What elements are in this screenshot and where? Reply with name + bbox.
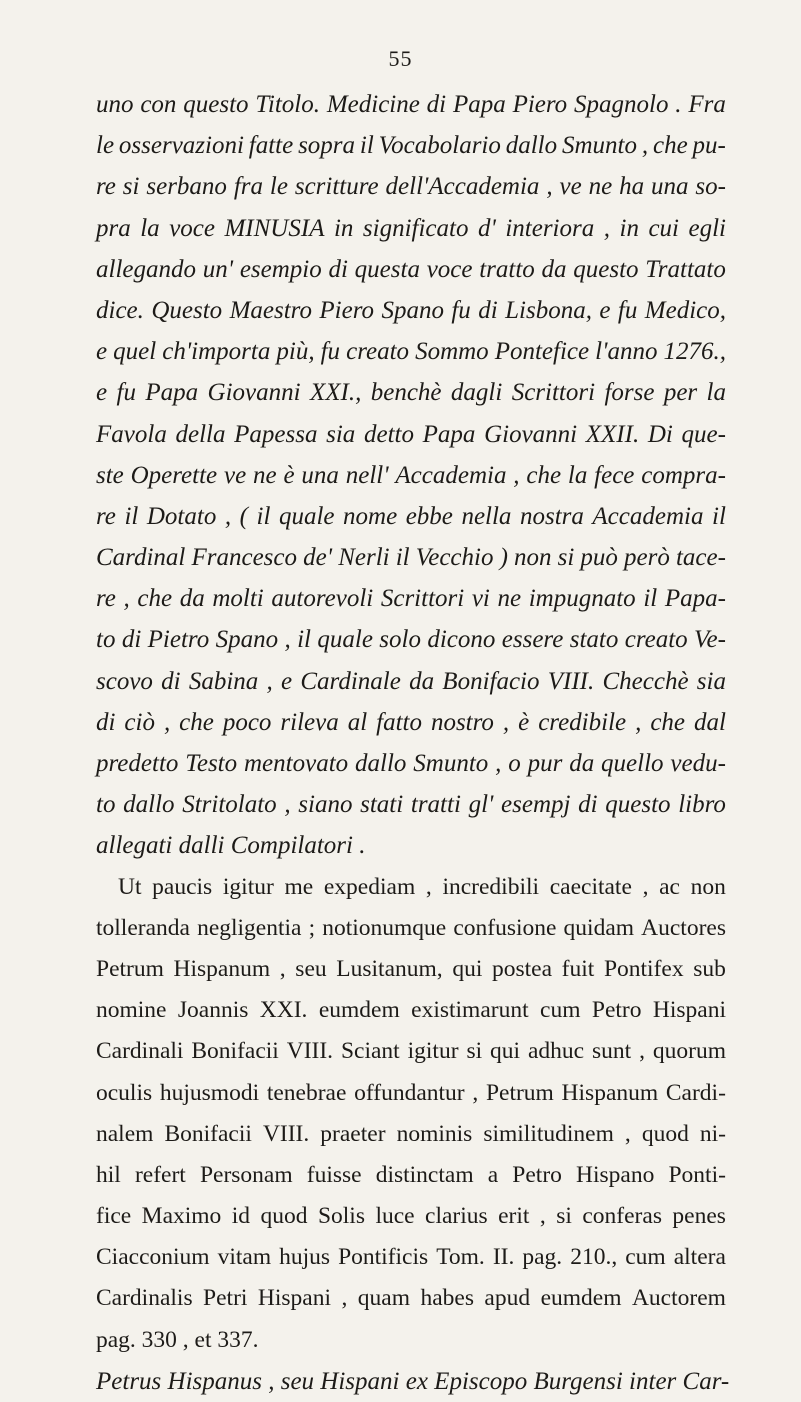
text-line: to dallo Stritolato , siano stati tratti gl' esempj di questo libro	[96, 791, 726, 819]
text-line: di ciò , che poco rileva al fatto nostro , è credibile , che dal	[96, 708, 726, 736]
text-line: uno con questo Titolo. Medicine di Papa Piero Spagnolo . Fra	[96, 91, 726, 118]
text-line: re si serbano fra le scritture dell'Accademia , ve ne ha una so-	[96, 173, 726, 201]
text-line: fice Maximo id quod Solis luce clarius erit , si conferas penes	[96, 1203, 726, 1230]
text-line: allegati dalli Compilatori .	[96, 832, 366, 860]
text-line: dice. Questo Maestro Piero Spano fu di Lisbona, e fu Medico,	[96, 296, 726, 324]
text-line: ste Operette ve ne è una nell' Accademia , che la fece compra-	[96, 461, 726, 489]
text-line: re il Dotato , ( il quale nome ebbe nella nostra Accademia il	[96, 502, 726, 530]
page-number: 55	[388, 46, 413, 71]
text-line: re , che da molti autorevoli Scrittori vi ne impugnato il Papa-	[96, 585, 726, 613]
text-line: pag. 330 , et 337.	[96, 1326, 259, 1353]
text-line: Ut paucis igitur me expediam , incredibili caecitate , ac non	[118, 873, 726, 900]
text-line: e quel ch'importa più, fu creato Sommo Pontefice l'anno 1276.,	[96, 338, 726, 366]
document-body	[96, 84, 730, 1402]
latin-passage	[96, 867, 726, 1361]
text-line: scovo di Sabina , e Cardinale da Bonifacio VIII. Checchè sia	[96, 667, 726, 695]
text-line: predetto Testo mentovato dallo Smunto , o pur da quello vedu-	[96, 750, 726, 777]
text-line: e fu Papa Giovanni XXI., benchè dagli Scrittori forse per la	[96, 379, 726, 407]
text-line: pra la voce MINUSIA in significato d' interiora , in cui egli	[96, 214, 726, 242]
text-line: tolleranda negligentia ; notionumque confusione quidam Auctores	[96, 914, 726, 941]
text-line: Ciacconium vitam hujus Pontificis Tom. II. pag. 210., cum altera	[96, 1244, 726, 1271]
text-line: to di Pietro Spano , il quale solo dicono essere stato creato Ve-	[96, 626, 726, 654]
text-line: hil refert Personam fuisse distinctam a Petro Hispano Ponti-	[96, 1161, 726, 1188]
text-line: Cardinal Francesco de' Nerli il Vecchio ) non si può però tace-	[96, 544, 726, 572]
text-line: le osservazioni fatte sopra il Vocabolario dallo Smunto , che pu-	[96, 132, 726, 160]
closing-line: Petrus Hispanus , seu Hispani ex Episcopo Burgensi inter Car-	[96, 1367, 730, 1395]
text-line: Favola della Papessa sia detto Papa Giovanni XXII. Di que-	[96, 420, 726, 448]
italian-passage	[96, 84, 726, 867]
text-line: nalem Bonifacii VIII. praeter nominis similitudinem , quod ni-	[96, 1120, 726, 1147]
text-line: Cardinali Bonifacii VIII. Sciant igitur si qui adhuc sunt , quorum	[96, 1038, 726, 1065]
text-line: allegando un' esempio di questa voce tratto da questo Trattato	[96, 255, 726, 283]
text-line: oculis hujusmodi tenebrae offundantur , Petrum Hispanum Cardi-	[96, 1079, 726, 1106]
text-line: Cardinalis Petri Hispani , quam habes apud eumdem Auctorem	[96, 1285, 726, 1312]
text-line: nomine Joannis XXI. eumdem existimarunt cum Petro Hispani	[96, 997, 726, 1024]
text-line: Petrum Hispanum , seu Lusitanum, qui postea fuit Pontifex sub	[96, 955, 726, 982]
